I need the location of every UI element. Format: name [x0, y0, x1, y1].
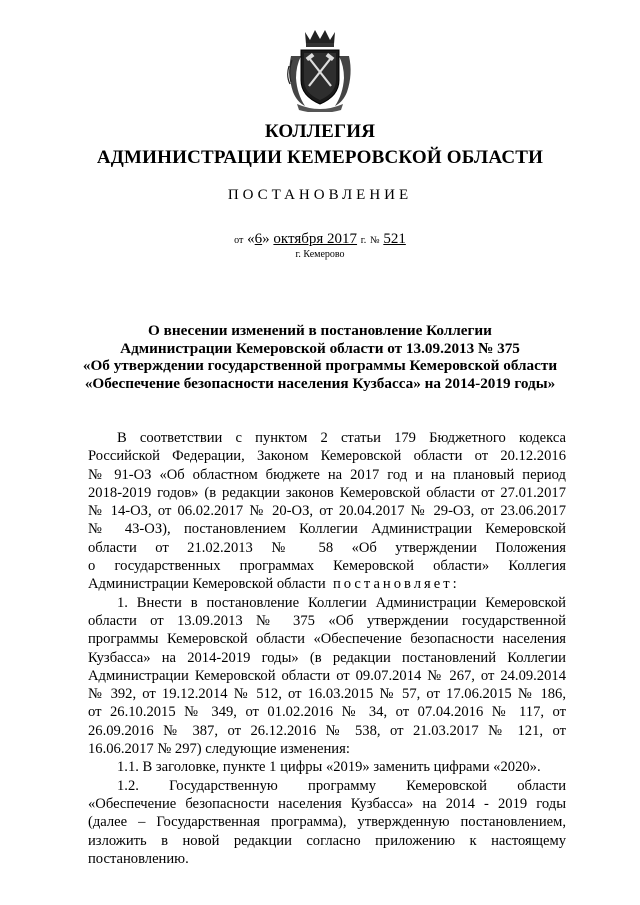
body-line: № 91-ОЗ «Об областном бюджете на 2017 год и на плановый период — [88, 466, 566, 483]
body-line — [88, 575, 566, 593]
body-line: программы Кемеровской области «Обеспечение безопасности населения — [88, 631, 566, 648]
org-title-line1: КОЛЛЕГИЯ — [264, 121, 376, 142]
number-sign: № — [370, 235, 380, 246]
resolution-word: постановляет: — [332, 576, 460, 593]
date-quote-close: » — [262, 231, 270, 247]
date-quote-open: « — [247, 231, 255, 247]
org-title-line2: АДМИНИСТРАЦИИ КЕМЕРОВСКОЙ ОБЛАСТИ — [96, 147, 544, 168]
body-line: В соответствии с пунктом 2 статьи 179 Бюджетного кодекса — [117, 430, 566, 446]
title-line: О внесении изменений в постановление Коллегии — [148, 322, 492, 339]
document-body — [88, 429, 566, 868]
document-type: ПОСТАНОВЛЕНИЕ — [227, 187, 413, 203]
body-line: № 392, от 19.12.2014 № 512, от 16.03.2015 № 57, от 17.06.2015 № 186, — [88, 686, 566, 703]
date-year-suffix: г. — [360, 235, 367, 246]
body-line: области от 13.09.2013 № 375 «Об утверждении государственной — [88, 612, 566, 629]
body-line: 26.09.2016 № 387, от 26.12.2016 № 538, от 21.03.2017 № 121, от — [88, 722, 566, 739]
body-line: 1.1. В заголовке, пункте 1 цифры «2019» заменить цифрами «2020». — [117, 759, 541, 776]
body-line-text: Администрации Кемеровской области — [88, 576, 326, 593]
body-line: Кузбасса» на 2014-2019 годы» (в редакции постановлений Коллегии — [88, 649, 566, 666]
body-line: № 14-ОЗ, от 06.02.2017 № 20-ОЗ, от 20.04.2017 № 29-ОЗ, от 23.06.2017 — [88, 503, 566, 520]
body-line: 1.2. Государственную программу Кемеровской области — [117, 777, 566, 794]
date-month-year: октября 2017 — [273, 231, 358, 247]
body-line: от 26.10.2015 № 349, от 01.02.2016 № 34, от 07.04.2016 № 117, от — [88, 704, 566, 721]
city: г. Кемерово — [295, 249, 345, 260]
body-line: 1. Внести в постановление Коллегии Администрации Кемеровской — [117, 594, 566, 611]
body-line: области от 21.02.2013 № 58 «Об утверждении Положения — [88, 539, 566, 556]
date-prefix: от — [234, 235, 244, 246]
body-line: изложить в новой редакции согласно приложению к настоящему — [88, 832, 566, 849]
title-line: «Об утверждении государственной программы Кемеровской области — [82, 357, 558, 374]
coat-of-arms-emblem — [287, 26, 353, 112]
body-line: «Обеспечение безопасности населения Кузбасса» на 2014 - 2019 годы — [88, 795, 566, 812]
body-line: 2018-2019 годов» (в редакции законов Кемеровской области от 27.01.2017 — [88, 484, 566, 501]
body-line: № 43-ОЗ), постановлением Коллегии Администрации Кемеровской — [88, 521, 566, 538]
body-line: о государственных программах Кемеровской области» Коллегия — [88, 558, 566, 575]
document-number: 521 — [383, 231, 406, 247]
body-line: Российской Федерации, Законом Кемеровской области от 20.12.2016 — [88, 448, 566, 465]
title-line: «Обеспечение безопасности населения Кузбасса» на 2014-2019 годы» — [84, 374, 556, 392]
title-line: Администрации Кемеровской области от 13.09.2013 № 375 — [120, 339, 520, 357]
body-line: 16.06.2017 № 297) следующие изменения: — [88, 741, 350, 758]
body-line: (далее – Государственная программа), утвержденную постановлением, — [88, 814, 566, 831]
date-day: 6 — [254, 231, 263, 247]
document-title — [40, 322, 600, 392]
body-line: Администрации Кемеровской области от 09.07.2014 № 267, от 24.09.2014 — [88, 667, 566, 684]
body-line: постановлению. — [88, 850, 189, 867]
date-line — [0, 230, 640, 250]
